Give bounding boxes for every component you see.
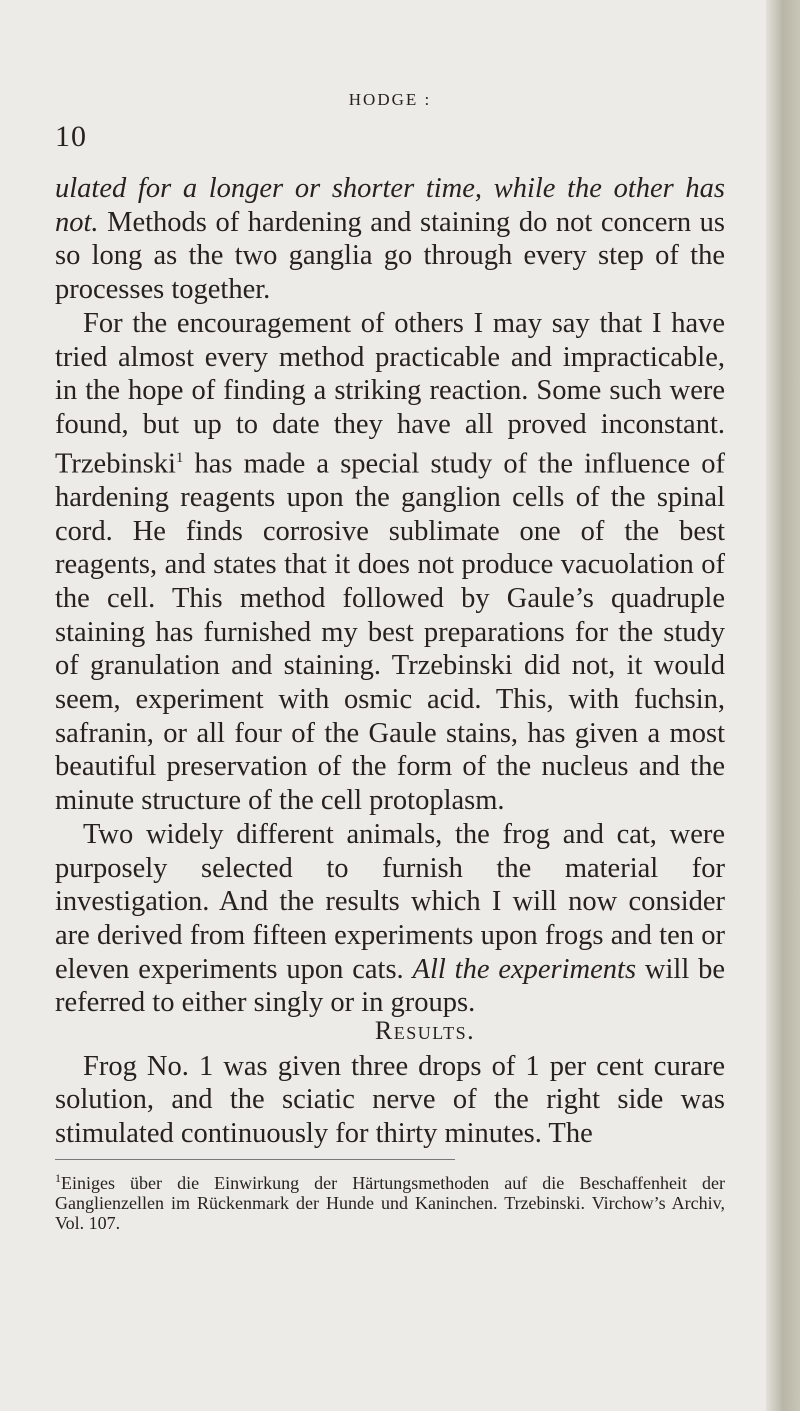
running-head [55, 80, 725, 172]
paragraph-text: has made a special study of the influence of hardening reagents upon the ganglion cells of the spinal cord. He finds corrosive sublimate one of the best reagents, and states that it does not produce vacuolation of the cell. This method followed by Gaule’s quadruple staining has furnished my best preparations for the study of granulation and staining. Trzebinski did not, it would seem, experiment with osmic acid. This, with fuchsin, safranin, or all four of the Gaule stains, has given a most beautiful preservation of the form of the nucleus and the minute structure of the cell protoplasm. [55, 448, 725, 817]
paragraph-text: Two widely different animals, the frog and cat, were purposely selected to furnish the material for investigation. And the results which I will now consider are derived from fifteen experiments upon frogs and ten or eleven experiments upon cats. [55, 818, 725, 985]
paragraph-3 [55, 818, 725, 1020]
footnote [55, 1168, 725, 1233]
footnote-text: Einiges über die Einwirkung der Härtungsmethoden auf die Beschaffenheit der Ganglienzellen im Rückenmark der Hunde und Kaninchen. Trzebinski. Virchow’s Archiv, Vol. 107. [55, 1172, 725, 1233]
body-text [55, 172, 725, 1151]
footnote-marker: 1 [55, 1170, 61, 1185]
page-number: 10 [55, 120, 87, 153]
running-title: HODGE : [348, 90, 432, 109]
paragraph-1 [55, 172, 725, 307]
paragraph-text: will be referred to either singly or in groups. [55, 953, 726, 1019]
continued-italic-text: ulated for a longer or shorter time, while the other has not. [55, 173, 725, 238]
italic-phrase: All the experiments [412, 953, 637, 985]
results-paragraph: Frog No. 1 was given three drops of 1 per cent curare solution, and the sciatic nerve of the right side was stimulated continuously for thirty minutes. The [55, 1050, 725, 1150]
footnote-reference: 1 [175, 449, 184, 466]
paragraph-text: Methods of hardening and staining do not concern us so long as the two ganglia go through every step of the processes together. [55, 206, 725, 306]
paragraph-text: For the encouragement of others I may say that I have tried almost every method practicable and impracticable, in the hope of finding a striking reaction. Some such were found, but up to date they have all proved inconstant. Trzebinski [55, 307, 725, 480]
book-page [55, 80, 725, 1233]
page-edge-shadow [766, 0, 800, 1411]
section-heading: Results. [374, 1016, 476, 1046]
paragraph-2 [55, 307, 725, 818]
footnote-rule [55, 1159, 455, 1160]
